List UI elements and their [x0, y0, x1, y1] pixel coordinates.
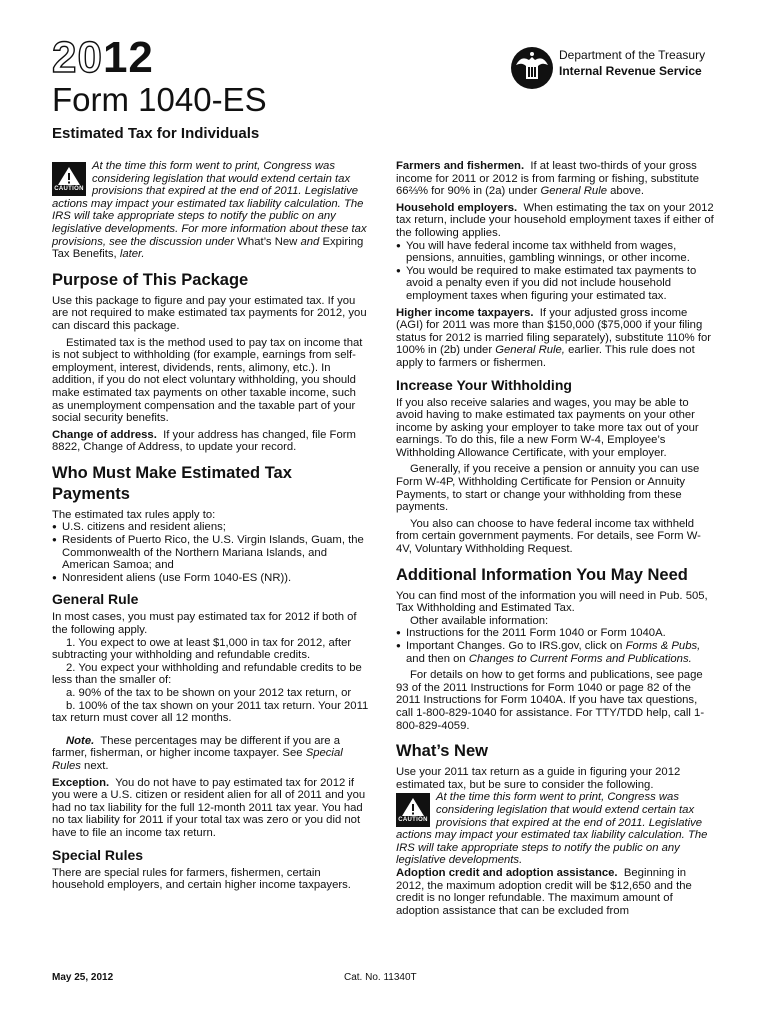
higher-income-text: If your adjusted gross income (AGI) for 2011 was more than $150,000 ($75,000 if your filing status for 2012 is married filing separately), substitute 110% for 100% in (2b) under: [396, 306, 711, 357]
purpose-paragraph-1: Use this package to figure and pay your estimated tax. If you are not required to make estimated tax payments for 2012, you can discard this package.: [52, 294, 367, 332]
agency-department: Department of the Treasury: [559, 48, 706, 62]
general-rule-item-2: 2. You expect your withholding and refundable credits to be less than the smaller of:: [52, 661, 362, 687]
caution-and: and: [300, 235, 320, 248]
form-subtitle: Estimated Tax for Individuals: [52, 125, 260, 142]
note-paragraph: [52, 735, 370, 773]
caution-text: At the time this form went to print, Congress was considering legislation that would extend certain tax provisions that expired at the end of 2011. Legislative actions may impact your estimated tax liability calculation. The IRS will take appropriate steps to notify the public on any legislative developments.: [396, 791, 708, 867]
farmers-paragraph: [396, 160, 716, 198]
important-changes-then: and then on: [406, 652, 466, 665]
agency-service: Internal Revenue Service: [559, 64, 702, 78]
higher-income-general-rule-ref: General Rule,: [495, 344, 565, 357]
list-item: ● Residents of Puerto Rico, the U.S. Virgin Islands, Guam, the Commonwealth of the Northern Mariana Islands, and American Samoa; and: [52, 534, 370, 572]
changes-forms-link[interactable]: Changes to Current Forms and Publications.: [468, 652, 692, 665]
household-text: When estimating the tax on your 2012 tax return, include your household employment taxes if either of the following applies.: [396, 201, 714, 239]
higher-income-label: Higher income taxpayers.: [396, 306, 534, 319]
note-end: next.: [84, 759, 109, 772]
list-item: ● Nonresident aliens (use Form 1040-ES (NR)).: [52, 572, 370, 585]
special-rules-text: There are special rules for farmers, fishermen, certain household employers, and certain higher income taxpayers.: [52, 866, 351, 892]
withholding-paragraph-3: You also can choose to have federal income tax withheld from certain government payments. For details, see Form W-4V, Voluntary Withholding Request.: [396, 517, 701, 556]
exception-paragraph: [52, 777, 370, 840]
additional-info-paragraph-1: You can find most of the information you will need in Pub. 505, Tax Withholding and Estimated Tax.: [396, 589, 708, 615]
note-special-rules-ref: Special Rules: [52, 747, 343, 772]
adoption-label: Adoption credit and adoption assistance.: [396, 866, 618, 879]
form-year: [52, 33, 154, 82]
additional-info-paragraph-2: Other available information:: [410, 614, 549, 627]
farmers-end: above.: [610, 185, 645, 198]
whats-new-heading: What’s New: [396, 742, 488, 761]
special-rules-heading: Special Rules: [52, 846, 144, 863]
note-label: Note.: [66, 734, 95, 747]
left-column: [52, 160, 370, 892]
caution-icon: [396, 793, 430, 827]
household-paragraph: [396, 202, 716, 240]
year-outline: 20: [52, 33, 103, 82]
important-changes-text: Important Changes. Go to IRS.gov, click on: [406, 640, 623, 652]
increase-withholding-heading: Increase Your Withholding: [396, 376, 572, 393]
withholding-paragraph-1: If you also receive salaries and wages, you may be able to avoid having to make estimated tax payments on your other income by asking your employer to take more tax out of your earnings. To do this, file a new Form W-4, Employee’s Withholding Allowance Certificate, with your employer.: [396, 396, 699, 459]
change-of-address-label: Change of address.: [52, 428, 157, 441]
caution-icon: [52, 162, 86, 196]
additional-info-paragraph-3: For details on how to get forms and publications, see page 93 of the 2011 Instructions for Form 1040 or page 82 of the 2011 Instructions for Form 1040A. If you have tax questions, call 1-800-829-1040 for assistance. For TTY/TDD help, call 1-800-829-4059.: [396, 669, 705, 732]
whats-new-paragraph: Use your 2011 tax return as a guide in figuring your 2012 estimated tax, but be sure to consider the following.: [396, 766, 681, 791]
list-item: [396, 640, 716, 665]
change-of-address-paragraph: [52, 429, 370, 454]
caution-notice: [396, 791, 716, 867]
list-item: ● You would be required to make estimated tax payments to avoid a penalty even if you did not include household employment taxes when figuring your estimated tax.: [396, 265, 716, 303]
purpose-heading: Purpose of This Package: [52, 270, 249, 289]
caution-label: CAUTION: [398, 816, 428, 823]
farmers-general-rule-ref: General Rule: [540, 185, 607, 198]
general-rule-item-2a: a. 90% of the tax to be shown on your 2012 tax return, or: [66, 687, 352, 699]
exception-text: You do not have to pay estimated tax for 2012 if you were a U.S. citizen or resident alien for all of 2011 and you had no tax liability for the full 12-month 2011 tax year. You had no tax liability for 2011 if your total tax was zero or you did not have to file an income tax return.: [52, 776, 366, 839]
caution-whats-new-ref: What’s New: [237, 235, 298, 248]
who-intro: The estimated tax rules apply to:: [52, 508, 216, 521]
caution-later: later.: [119, 248, 145, 261]
form-title: Form 1040-ES: [52, 81, 267, 118]
general-rule-item-2b: b. 100% of the tax shown on your 2011 tax return. Your 2011 tax return must cover all 12 months.: [52, 699, 369, 725]
change-of-address-text: If your address has changed, file Form 8822, Change of Address, to update your record.: [52, 428, 356, 454]
withholding-paragraph-2: Generally, if you receive a pension or annuity you can use Form W-4P, Withholding Certificate for Pension or Annuity Payments, to start or change your withholding from these payments.: [396, 463, 700, 514]
caution-notice: [52, 160, 370, 261]
general-rule-heading: General Rule: [52, 591, 139, 608]
farmers-label: Farmers and fishermen.: [396, 160, 525, 172]
general-rule-item-1: 1. You expect to owe at least $1,000 in tax for 2012, after subtracting your withholding and refundable credits.: [52, 636, 352, 662]
note-text: These percentages may be different if you are a farmer, fisherman, or higher income taxpayer. See: [52, 734, 341, 760]
caution-text: At the time this form went to print, Congress was considering legislation that would extend certain tax provisions that expired at the end of 2011. Legislative actions may impact your estimated tax liability calculation. The IRS will take appropriate steps to notify the public on any legislative developments. For more information about these tax provisions, see the discussion under: [52, 160, 367, 248]
exception-label: Exception.: [52, 776, 110, 789]
list-item: ● Instructions for the 2011 Form 1040 or Form 1040A.: [396, 627, 716, 640]
caution-expiring-ref: Expiring Tax Benefits,: [52, 235, 364, 261]
farmers-text: If at least two-thirds of your gross income for 2011 or 2012 is from farming or fishing, substitute 66⅔% for 90% in (2a) under: [396, 160, 700, 198]
irs-eagle-seal-icon: [509, 45, 555, 91]
footer-date: May 25, 2012: [52, 972, 114, 983]
list-item: ● You will have federal income tax withheld from wages, pensions, annuities, gambling winnings, or other income.: [396, 240, 716, 265]
forms-pubs-link[interactable]: Forms & Pubs,: [625, 640, 701, 652]
higher-income-paragraph: [396, 307, 716, 370]
list-item: ● U.S. citizens and resident aliens;: [52, 521, 370, 534]
household-label: Household employers.: [396, 201, 518, 214]
purpose-paragraph-2: Estimated tax is the method used to pay tax on income that is not subject to withholding (for example, earnings from self-employment, interest, dividends, rents, alimony, etc.). In addition, if you do not elect voluntary withholding, you should make estimated tax payments on other taxable income, such as unemployment compensation and the taxable part of your social security benefits.: [52, 336, 363, 425]
caution-label: CAUTION: [54, 185, 84, 192]
who-must-pay-heading: Who Must Make Estimated Tax Payments: [52, 463, 292, 503]
additional-info-heading: Additional Information You May Need: [396, 565, 688, 584]
adoption-paragraph: [396, 867, 716, 917]
general-rule-paragraph-1: In most cases, you must pay estimated tax for 2012 if both of the following apply.: [52, 611, 357, 637]
right-column: [396, 160, 716, 917]
agency-text: [559, 47, 739, 79]
footer-cat-no: Cat. No. 11340T: [344, 972, 417, 983]
higher-income-end: earlier. This rule does not apply to farmers or fishermen.: [396, 344, 695, 369]
adoption-text: Beginning in 2012, the maximum adoption credit will be $12,650 and the credit is no longer refundable. The maximum amount of adoption assistance that can be excluded from: [396, 866, 692, 917]
year-solid: 12: [102, 33, 154, 82]
